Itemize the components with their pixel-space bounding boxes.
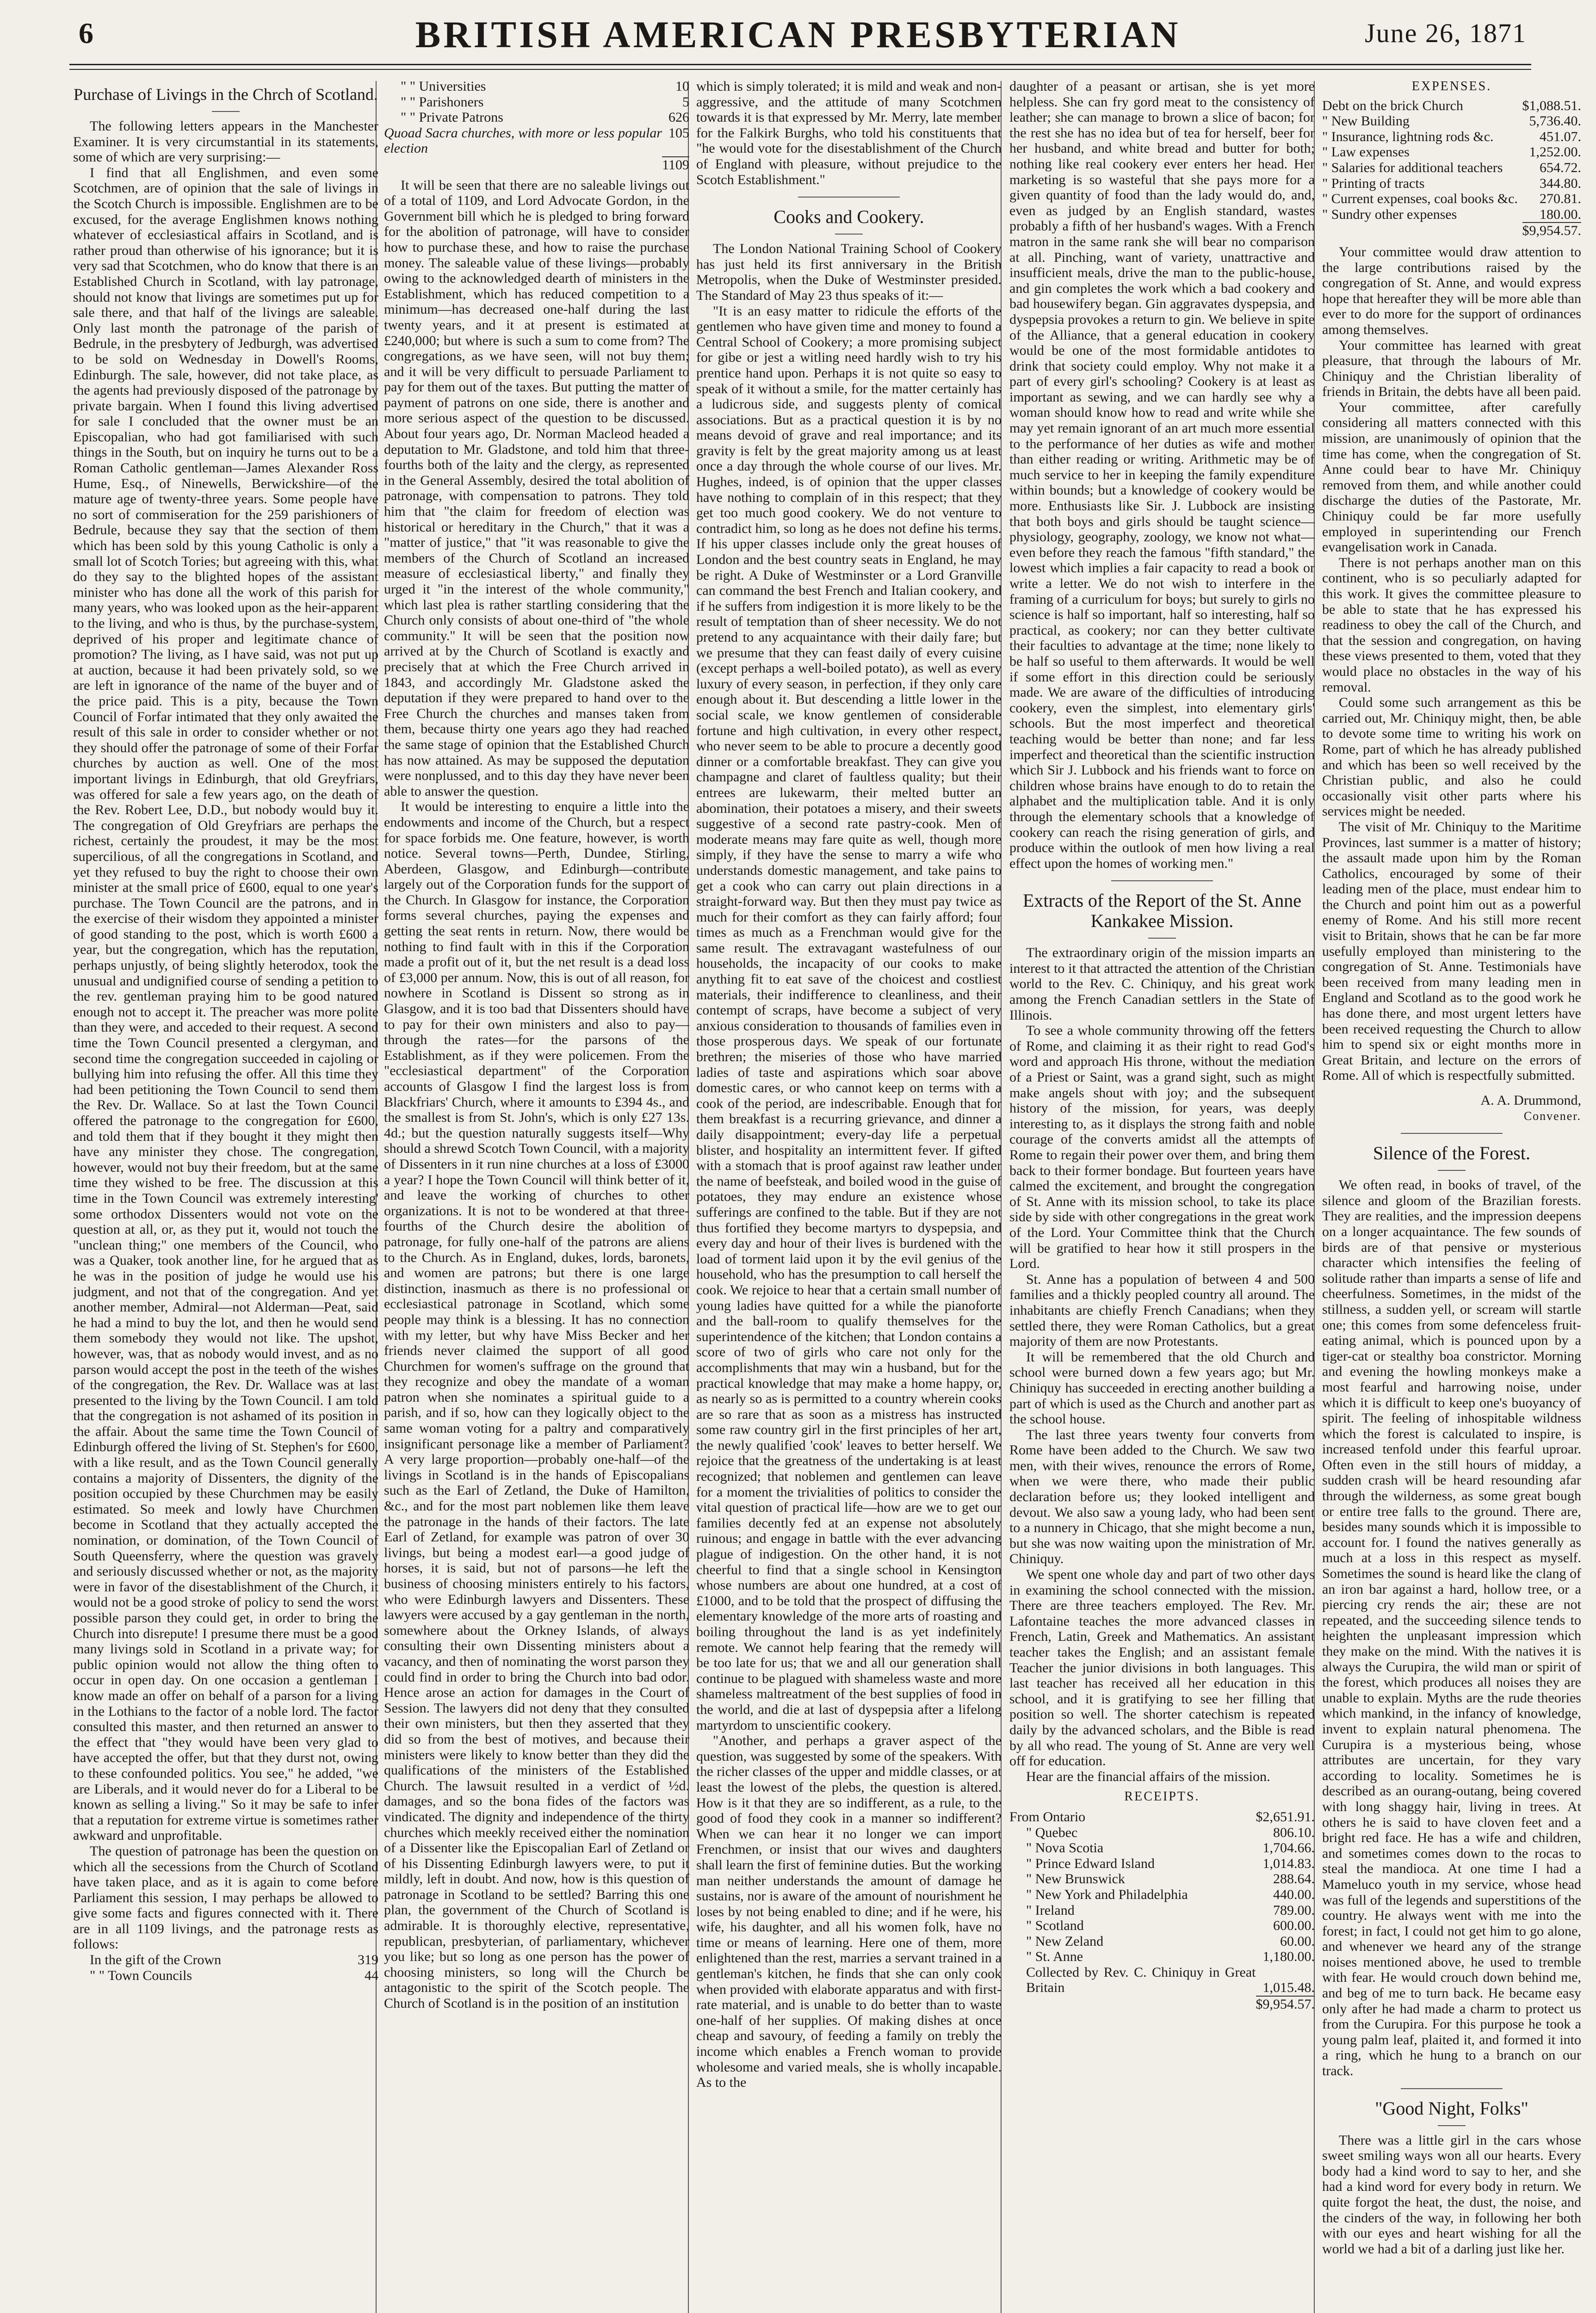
row-label: " Prince Edward Island — [1026, 1855, 1155, 1871]
patronage-table-continued — [384, 79, 689, 173]
table-row — [1009, 1856, 1315, 1872]
row-label: In the gift of the Crown — [90, 1952, 222, 1968]
article-paragraph: "Another, and perhaps a graver aspect of the question, was suggested by some of the speakers. With the richer classes of the upper and middle classes, or at least the lowest of the plebs, the question is altered. How is it that they are so indifferent, as a rule, to the good of food they cook in a manner so indifferent? When we can hear it no longer we can import Frenchmen, or insist that our wives and daughters shall learn the first of feminine duties. But the working man neither understands the amount of damage he sustains, nor is aware of the amount of nourishment he loses by not being enabled to dine; and if he were, his wife, his daughter, and all his women folk, have no time or means of learning. Here one of them, more enlightened than the rest, marries a servant trained in a gentleman's kitchen, he finds that she can only cook when provided with elaborate apparatus and with first-rate material, and is unable to do better than to waste one-half of her supplies. Of making dishes at once cheap and savoury, of feeding a family on trebly the income which enables a French woman to provide wholesome and varied meals, she is wholly incapable. As to the — [696, 1733, 1002, 2090]
table-total: 1109 — [662, 157, 689, 173]
section-rule — [1401, 2088, 1503, 2089]
row-label: " Quebec — [1026, 1824, 1078, 1840]
title-rule — [835, 234, 863, 235]
row-value: 180.00. — [1540, 206, 1581, 222]
column-3 — [696, 79, 1002, 2313]
row-label: " Nova Scotia — [1026, 1840, 1104, 1856]
table-row — [1009, 1965, 1315, 1996]
row-value: 60.00. — [1280, 1933, 1315, 1949]
section-rule — [1111, 880, 1213, 881]
row-label: Collected by Rev. C. Chiniquy in Great Britain — [1026, 1964, 1256, 1996]
table-row — [73, 1968, 378, 1984]
row-value: 105 — [668, 125, 689, 141]
article-title-good-night: "Good Night, Folks" — [1375, 2097, 1528, 2119]
article-paragraph: The London National Training School of Cookery has just held its first anniversary in the British Metropolis, when the Duke of Westminster presided. The Standard of May 23 thus speaks of it:— — [696, 241, 1002, 303]
article-paragraph: Your committee has learned with great pleasure, that through the labours of Mr. Chiniquy and the Christian liberality of friends in Britain, the debts have all been paid. — [1322, 337, 1581, 400]
row-value: 5,736.40. — [1529, 113, 1581, 129]
table-row — [1009, 1825, 1315, 1841]
row-label: " Scotland — [1026, 1918, 1084, 1934]
row-label: " Ireland — [1026, 1902, 1075, 1918]
table-row — [1009, 1809, 1315, 1825]
article-paragraph: I find that all Englishmen, and even some Scotchmen, are of opinion that the sale of livings in the Scotch Church is impossible. Englishmen are to be excused, for the average Englishmen knows nothing whatever of ecclesiastical affairs in Scotland, and is rather proud than otherwise of his ignorance; but it is very sad that Scotchmen, who do know that there is an Established Church in Scotland, with lay patronage, should not know that livings are sometimes put up for sale there, and that half of the livings are saleable. Only last month the patronage of the parish of Bedrule, in the presbytery of Jedburgh, was advertised to be sold on Wednesday in Dowell's Rooms, Edinburgh. The sale, however, did not take place, as the agents had previously disposed of the patronage by private bargain. When I found this living advertised for sale I concluded that the owner must be an Episcopalian, who had got familiarised with such things in the South, but on inquiry he turns out to be a Roman Catholic gentleman—James Alexander Ross Hume, Esq., of Ninewells, Berwickshire—of the mature age of twenty-three years. Some people have no sort of commiseration for the 259 parishioners of Bedrule, because they say that the section of them which has been sold by this young Catholic is only a small lot of Scotch Tories; but agreeing with this, what do they say to the blighted hopes of the assistant minister who has done all the work of this parish for many years, who was looked upon as the heir-apparent to the living, and who is thus, by the purchase-system, deprived of his proper and legitimate chance of promotion? The living, as I have said, was not put up at auction, because it had been privately sold, so we are left in ignorance of the name of the buyer and of the price paid. This is a pity, because the Town Council of Forfar intimated that they only awaited the result of this sale in order to consider whether or not they should offer the patronage of some of their Forfar churches by auction as well. One of the most important livings in Edinburgh, that old Greyfriars, was offered for sale a few years ago, on the death of the Rev. Robert Lee, D.D., but nobody would buy it. The congregation of Old Greyfriars are perhaps the richest, certainly the proudest, it may be the most supercilious, of all the congregations in Scotland, and yet they refused to buy the right to choose their own minister at the small price of £600, equal to one year's purchase. The Town Council are the patrons, and in the exercise of their wisdom they appointed a minister of good standing to the post, which is worth £600 a year, but the congregation, which has the reputation, perhaps unjustly, of being slightly heterodox, took the unusual and undignified course of sending a petition to the rev. gentleman praying him to be good natured enough not to accept it. The preacher was more polite than they were, and acceded to their request. A second time the Town Council presented a clergyman, and second time the congregation succeeded in cajoling or bullying him into refusing the offer. All this time they had been petitioning the Town Council to send them the Rev. Dr. Wallace. So at last the Town Council offered the patronage to the congregation for £600, and told them that if they bought it they might then have any minister they chose. The congregation, however, would not buy their freedom, but at the same time they wished to be free. The discussion at this time in the Town Council was extremely interesting' some orthodox Dissenters would not vote on the question at all, or, as they put it, would not touch the "unclean thing;" one members of the Council, who was a Quaker, took another line, for he argued that as he was in the position of judge he would use his judgment, and not that of the congregation. And yet another member, Admiral—not Alderman—Peat, said he had a mind to buy the lot, and then he would send them somebody they would not like. The upshot, however, was, that as nobody would invest, and as no parson would accept the post in the teeth of the wishes of the congregation, the Rev. Dr. Wallace was at last presented to the living by the Town Council. I am told that the congregation is not ashamed of its position in the affair. About the same time the Town Council of Edinburgh offered the living of St. Stephen's for £600, with a like result, and as the Town Council generally contains a majority of Dissenters, the dignity of the position occupied by these Churchmen may be easily estimated. So meek and lowly have Churchmen become in Scotland that they actually accepted the nomination, or domination, of the Town Council of South Queensferry, where the question was gravely and seriously discussed whether or not, as the majority were in favor of the disestablishment of the Church, it would not be a good stroke of policy to send the worst possible parson they could get, in order to bring the Church into disrepute! I presume there must be a good many livings sold in Scotland in a private way; for public opinion would not allow the thing often to occur in open day. On one occasion a gentleman I know made an offer on behalf of a parson for a living in the Lothians to the factor of a noble lord. The factor consulted this master, and then returned an answer to the effect that "they would have been very glad to have accepted the offer, but that they durst not, owing to these confounded politics. You see," he added, "we are Liberals, and it would never do for a Liberal to be known as selling a living." So it may be safe to infer that a reputation for extreme virtue is sometimes rather awkward and unprofitable. — [73, 165, 378, 1843]
row-value: 1,704.66. — [1262, 1840, 1315, 1856]
column-4 — [1009, 79, 1315, 2313]
table-row — [1322, 144, 1581, 160]
table-total-row — [1322, 222, 1581, 239]
row-value: 1,014.83. — [1262, 1855, 1315, 1871]
row-value: 270.81. — [1540, 191, 1581, 207]
article-paragraph: Hear are the financial affairs of the mission. — [1026, 1769, 1270, 1784]
article-title-forest: Silence of the Forest. — [1373, 1143, 1530, 1164]
article-paragraph: We spent one whole day and part of two other days in examining the school connected with the mission. There are three teachers employed. The Rev. Mr. Lafontaine teaches the more advanced classes in French, Latin, Greek and Mathematics. An assistant teacher takes the English; and an assistant female Teacher the junior divisions in both languages. This last teacher has received all her education in this school, and it is gratifying to see her filling that position so well. The shorter catechism is repeated daily by the advanced scholars, and the Bible is read by all who read. The young of St. Anne are very well off for education. — [1009, 1567, 1315, 1769]
expenses-table — [1322, 98, 1581, 239]
table-row — [384, 110, 689, 125]
signature-title: Convener. — [1523, 1109, 1581, 1123]
row-value: 319 — [358, 1952, 378, 1968]
row-value: 451.07. — [1540, 129, 1581, 144]
article-paragraph: The following letters appears in the Manchester Examiner. It is very circumstantial in its statements, some of which are very surprising:— — [73, 118, 378, 165]
row-label: " " Universities — [401, 79, 486, 94]
receipts-total: $9,954.57. — [1256, 1997, 1315, 2012]
page-number: 6 — [79, 17, 93, 49]
row-label: " St. Anne — [1026, 1949, 1083, 1965]
title-rule — [1438, 1170, 1466, 1171]
row-label: " New Brunswick — [1026, 1871, 1125, 1887]
column-5 — [1322, 79, 1581, 2313]
article-paragraph: The last three years twenty four converts from Rome have been added to the Church. We saw two men, with their wives, renounce the errors of Rome, when we were there, who made their public declaration before us; they looked intelligent and devout. We also saw a young lady, who had been sent to a nunnery in Chicago, that she might become a nun, but she was now waiting upon the ministration of Mr. Chiniquy. — [1009, 1427, 1315, 1567]
table-row — [1322, 113, 1581, 129]
row-value: 626 — [668, 110, 689, 125]
row-label: " Current expenses, coal books &c. — [1322, 191, 1518, 207]
column-1 — [73, 79, 378, 2313]
row-value: 1,252.00. — [1529, 144, 1581, 160]
table-row — [384, 94, 689, 110]
table-row — [1009, 1871, 1315, 1887]
row-value: $2,651.91. — [1256, 1809, 1315, 1824]
row-value: 806.10. — [1273, 1824, 1315, 1840]
masthead-rule — [69, 64, 1531, 70]
row-label: From Ontario — [1009, 1809, 1086, 1824]
row-value: 789.00. — [1273, 1902, 1315, 1918]
article-paragraph: The visit of Mr. Chiniquy to the Maritime Provinces, last summer is a matter of history; the assault made upon him by the Roman Catholics, encouraged by some of their leading men of the place, must endear him to the Church and point him out as a powerful enemy of Rome. And his still more recent visit to Britain, shows that he can be far more usefully employed than ministering to the congregation of St. Anne. Testimonials have been received from many leading men in England and Scotland as to the good work he has done there, and most urgent letters have been received requesting the Church to allow him to spend six or eight months more in Great Britain, and lecture on the errors of Rome. All of which is respectfully submitted. — [1322, 819, 1581, 1083]
article-title-cookery: Cooks and Cookery. — [773, 206, 924, 228]
article-paragraph: There is not perhaps another man on this continent, who is so peculiarly adapted for this work. It gives the committee pleasure to be able to state that he has expressed his readiness to obey the call of the Church, and that the session and congregation, on having these views presented to them, voted that they would place no obstacles in the way of his removal. — [1322, 555, 1581, 695]
table-row — [1009, 1918, 1315, 1934]
table-row — [1009, 1934, 1315, 1949]
article-paragraph: To see a whole community throwing off the fetters of Rome, and claiming it as their right to read God's word and approach His throne, without the mediation of a Priest or Saint, was a grand sight, such as might make angels shout with joy; and the subsequent history of the mission, for years, was deeply interesting to, as it displays the strong faith and noble courage of the converts amidst all the attempts of Rome to regain their power over them, and bring them back to their former bondage. But fourteen years have calmed the excitement, and brought the congregation of St. Anne with its mission school, to take its place side by side with other congregations in the great work of the Lord. Your Committee think that the Church will be gratified to hear how it still prospers in the Lord. — [1009, 1023, 1315, 1272]
row-label: Quoad Sacra churches, with more or less popular election — [384, 125, 662, 156]
article-paragraph: daughter of a peasant or artisan, she is yet more helpless. She can fry gord meat to the consistency of leather; she can manage to brown a slice of bacon; for the rest she has no idea but of tea for herself, beer for her husband, and white bread and butter for both; nothing like real cookery ever enters her head. Her marketing is so wasteful that she pays more for a given quantity of food than the lady would do, and, even as judged by an English standard, wastes probably a fifth of her husband's wages. With a French matron in the same rank she will bear no comparison at all. Pinching, want of variety, unattractive and insufficient meals, drive the man to the public-house, and gin completes the work which a bad cookery and bad housewifery began. Gin aggravates dyspepsia, and dyspepsia provokes a return to gin. We believe in spite of the Alliance, that a general education in cookery would be one of the most formidable antidotes to drink that society could employ. Why not make it a part of every girl's schooling? Cookery is at least as important as sewing, and we can hardly see why a woman should know how to read and write while she may yet remain ignorant of an art much more essential to the performance of her duties as wife and mother than either reading or writing. Arithmetic may be of much service to her in keeping the family expenditure within bounds; but a knowledge of cookery would be more. Enthusiasts like Sir. J. Lubbock are insisting that both boys and girls should be taught science—physiology, geography, zoology, we know not what—even before they reach the famous "fifth standard," the lowest which implies a fair capacity to read a book or write a letter. We do not wish to interfere in the framing of a curriculum for boys; but surely to girls no science is half so important, half so interesting, half so practical, as cookery; nor can they better cultivate their faculties to advantage at the time; none likely to be half so useful to them afterwards. It would be well if some effort in this direction could be seriously made. We are aware of the difficulties of introducing cookery, even the simplest, into elementary girls' schools. But the most imperfect and theoretical teaching would be better than none; and far less imperfect and theoretical than the scientific instruction which Sir J. Lubbock and his friends want to force on children whose brains have enough to do to retain the alphabet and the multiplication table. And it is only through the elementary schools that a knowledge of cookery can reach the rising generation of girls, and produce within the outlook of men how living a real effect upon the homes of working men." — [1009, 79, 1315, 871]
row-value: 44 — [365, 1967, 378, 1983]
table-row — [384, 79, 689, 94]
section-rule — [1401, 1133, 1503, 1134]
row-value: 10 — [675, 79, 689, 94]
row-value: 1,015.48. — [1262, 1980, 1315, 1996]
table-row — [1009, 1903, 1315, 1918]
column-2 — [384, 79, 689, 2313]
article-paragraph: We often read, in books of travel, of the silence and gloom of the Brazilian forests. They are realities, and the impression deepens on a longer acquaintance. The few sounds of birds are of that pensive or mysterious character which intensifies the feeling of solitude rather than imparts a sense of life and cheerfulness. Sometimes, in the midst of the stillness, a sudden yell, or scream will startle one; this comes from some defenceless fruit-eating animal, which is pounced upon by a tiger-cat or stealthy boa constrictor. Morning and evening the howling monkeys make a most fearful and harrowing noise, under which it is difficult to keep one's buoyancy of spirit. The feeling of inhospitable wildness which the forest is calculated to inspire, is increased tenfold under this fearful uproar. Often even in the still hours of midday, a sudden crash will be heard resounding afar through the wilderness, as some great bough or entire tree falls to the ground. There are, besides many sounds which it is impossible to account for. I found the natives generally as much at a loss in this respect as myself. Sometimes the sound is heard like the clang of an iron bar against a hard, hollow tree, or a piercing cry rends the air; these are not repeated, and the succeeding silence tends to heighten the unpleasant impression which they make on the mind. With the natives it is always the Curupira, the wild man or spirit of the forest, which produces all noises they are unable to explain. Myths are the rude theories which mankind, in the infancy of knowledge, invent to explain natural phenomena. The Curupira is a mysterious being, whose attributes are uncertain, for they vary according to locality. Sometimes he is described as an ourang-outang, being covered with long shaggy hair, living in trees. At others he is said to have cloven feet and a bright red face. He has a wife and children, and sometimes comes down to the rocas to steal the mandioca. At one time I had a Mameluco youth in my service, whose head was full of the legends and superstitions of the country. He always went with me into the forest; in fact, I could not get him to go alone, and whenever we heard any of the strange noises mentioned above, he used to tremble with fear. He would crouch down behind me, and beg of me to turn back. He became easy only after he had made a charm to protect us from the Curupira. For this purpose he took a young palm leaf, plaited it, and formed it into a ring, which he hung to a branch on our track. — [1322, 1177, 1581, 2079]
patronage-table — [73, 1952, 378, 1983]
row-value: 1,180.00. — [1262, 1949, 1315, 1965]
row-label: " Insurance, lightning rods &c. — [1322, 129, 1494, 144]
article-paragraph: It will be remembered that the old Church and school were burned down a few years ago; but Mr. Chiniquy has succeeded in erecting another building a part of which is used as the Church and another part as the school house. — [1009, 1349, 1315, 1427]
table-row — [1322, 207, 1581, 223]
table-row — [384, 125, 689, 156]
row-value: 344.80. — [1540, 175, 1581, 191]
title-rule — [1438, 2125, 1466, 2126]
title-rule — [1148, 938, 1176, 939]
row-value: $1,088.51. — [1522, 98, 1581, 113]
row-label: " New York and Philadelphia — [1026, 1886, 1188, 1902]
article-paragraph: Could some such arrangement as this be carried out, Mr. Chiniquy might, then, be able to devote some time to writing his work on Rome, part of which he has already published and which has been so well received by the Christian public, and also he could occasionally visit other parts where his services might be needed. — [1322, 695, 1581, 819]
row-value: 600.00. — [1273, 1918, 1315, 1934]
article-paragraph: The question of patronage has been the question on which all the secessions from the Church of Scotland have taken place, and as it is again to come before Parliament this session, I may perhaps be allowed to give some facts and figures connected with it. There are in all 1109 livings, and the patronage rests as follows: — [73, 1843, 378, 1952]
article-paragraph: St. Anne has a population of between 4 and 500 families and a thickly peopled country all around. The inhabitants are chiefly French Canadians; when they settled there, they were Roman Catholics, but a great majority of them are now Protestants. — [1009, 1271, 1315, 1349]
receipts-heading: RECEIPTS. — [1124, 1789, 1200, 1804]
article-title-patronage: Purchase of Livings in the Chrch of Scotland. — [74, 85, 378, 104]
article-paragraph: It will be seen that there are no saleable livings out of a total of 1109, and Lord Advocate Gordon, in the Government bill which he is pledged to bring forward for the abolition of patronage, will have to consider how to purchase these, and how to raise the purchase money. The saleable value of these livings—probably owing to the acknowledged dearth of ministers in the Establishment, which has reduced competition to a minimum—has decreased one-half during the last twenty years, and it at present is estimated at £240,000; but where is such a sum to come from? The congregations, as we have seen, will not buy them; and it will be very difficult to persuade Parliament to pay for them out of the taxes. But putting the matter of payment of patrons on one side, there is another and more serious aspect of the question to be discussed. About four years ago, Dr. Norman Macleod headed a deputation to Mr. Gladstone, and told him that three-fourths both of the laity and the clergy, as represented in the General Assembly, desired the total abolition of patronage, with compensation to patrons. They told him that "the claim for freedom of election was historical or hereditary in the Church," that it was a "matter of justice," that "it was reasonable to give the members of the Church of Scotland an increased measure of ecclesiastical liberty," and finally they urged it "in the interest of the whole community," which last plea is rather startling considering that the Church only consists of about one-third of "the whole community." It will be seen that the position now arrived at by the Church of Scotland is exactly and precisely that at which the Free Church arrived in 1843, and accordingly Mr. Gladstone asked the deputation if they were prepared to hand over to the Free Church the churches and manses taken from them, because thirty one years ago they had reached the same stage of opinion that the Established Church has now attained. As may be supposed the deputation were nonplussed, and to this day they have never been able to answer the question. — [384, 177, 689, 799]
row-label: " New Building — [1322, 113, 1410, 129]
masthead — [0, 0, 1596, 69]
row-label: " Sundry other expenses — [1322, 206, 1457, 222]
article-paragraph: There was a little girl in the cars whose sweet smiling ways won all our hearts. Every body had a kind word to say to her, and she had a kind word for every body in return. We quite forgot the heat, the dust, the noise, and the cinders of the way, in following her both with our eyes and heart wishing for all the world we had a bit of a darling just like her. — [1322, 2132, 1581, 2257]
article-paragraph: The extraordinary origin of the mission imparts an interest to it that attracted the attention of the Christian world to the Rev. C. Chiniquy, and his great work among the French Canadian settlers in the State of Illinois. — [1009, 945, 1315, 1023]
row-label: " Printing of tracts — [1322, 175, 1425, 191]
newspaper-title: BRITISH AMERICAN PRESBYTERIAN — [415, 13, 1181, 56]
receipts-table — [1009, 1809, 1315, 2012]
signature-name: A. A. Drummond, — [1480, 1093, 1581, 1108]
table-row — [1322, 191, 1581, 207]
table-row — [1322, 129, 1581, 145]
article-title-mission: Extracts of the Report of the St. Anne Kankakee Mission. — [1022, 890, 1302, 932]
table-row — [1322, 98, 1581, 114]
row-label: " Law expenses — [1322, 144, 1410, 160]
article-paragraph: "It is an easy matter to ridicule the efforts of the gentlemen who have given time and money to found a Central School of Cookery; a more promising subject for gibe or jest a witling need hardly wish to try his prentice hand upon. Perhaps it is not quite so easy to speak of it without a smile, for the matter certainly has a ludicrous side, and suggests plenty of comical associations. But as a practical question it is by no means devoid of grave and real importance; and its gravity is felt by the great majority among us at least once a day through the whole course of our lives. Mr. Hughes, indeed, is of opinion that the upper classes have nothing to complain of in this respect; that they get too much good cookery. We do not venture to contradict him, so long as he does not define his terms. If his upper classes include only the great houses of London and the best country seats in England, he may be right. A Duke of Westminster or a Lord Granville can command the best French and Italian cookery, and if he suffers from indigestion it is more likely to be the result of temptation than of sheer necessity. We do not pretend to any acquaintance with their daily fare; but we presume that they can feast daily of every cuisine (except perhaps a well-boiled potato), as well as every luxury of every season, in perfection, if they only care enough about it. But descending a little lower in the social scale, we know gentlemen of considerable fortune and high cultivation, in every other respect, who never seem to be able to procure a decently good dinner or a comfortable breakfast. They can give you champagne and claret of faultless quality; but their entrees are lukewarm, their melted butter an abomination, their potatoes a misery, and their sweets suggestive of a second rate pastry-cook. Men of moderate means may fare quite as well, though more simply, if they have the sense to marry a wife who understands domestic management, and take pains to get a cook who can carry out plain directions in a straight-forward way. But then they must pay twice as much for their comfort as they can fairly afford; four times as much as a Frenchman would give for the same result. The extravagant wastefulness of our households, the incapacity of our cooks to make anything fit to eat save of the choicest and costliest materials, their indifference to cleanliness, and their contempt of scraps, have become a subject of very anxious consideration to thousands of families even in those prosperous days. We speak of our fortunate brethren; the miseries of those who have married ladies of taste and aspirations which soar above domestic cares, or who cannot keep on terms with a cook of the period, are indescribable. Enough that for them breakfast is a recurring grievance, and dinner a daily disappointment; every-day life a perpetual blister, and hospitality an intermittent fever. If gifted with a stomach that is proof against raw leather under the name of beefsteak, and boiled wood in the guise of potatoes, they may endure an existence whose sufferings are confined to the table. But if they are not thus fortified they become martyrs to dyspepsia, and every day and hour of their lives is burdened with the load of torment laid upon it by the evil genius of the household, who has the presumption to call herself the cook. We rejoice to hear that a certain small number of young ladies have quitted for a while the pianoforte and the ball-room to qualify themselves for the superintendence of the kitchen; that London contains a score of two of girls who care not only for the accomplishments that may win a husband, but for the practical knowledge that may make a home happy, or, as nearly so as is permitted to a country wherein cooks are so rare that as soon as a mistress has instructed some raw country girl in the first principles of her art, the newly qualified 'cook' leaves to better herself. We rejoice that the greatness of the undertaking is at least recognized; that noblemen and gentlemen can leave for a moment the trivialities of politics to consider the vital question of practical life—how are we to get our families decently fed at an expense not absolutely ruinous; and engage in battle with the ever advancing plague of indigestion. On the other hand, it is not cheerful to find that a single school in Kensington whose numbers are about one hundred, at a cost of £1000, and to be told that the prospect of diffusing the elementary knowledge of the more arts of roasting and boiling throughout the land is as yet indefinitely remote. We cannot help fearing that the remedy will be too late for us; that we and all our generation shall continue to be plagued with shameless waste and more shameless maltreatment of the best supplies of food in the world, and die at last of dyspepsia after a lifelong martyrdom to unscientific cookery. — [696, 303, 1002, 1733]
table-total-row — [384, 156, 689, 173]
table-row — [1322, 160, 1581, 176]
row-label: " Salaries for additional teachers — [1322, 160, 1503, 175]
issue-date: June 26, 1871 — [1365, 18, 1527, 48]
table-row — [1322, 176, 1581, 192]
table-total-row — [1009, 1996, 1315, 2012]
title-rule — [212, 111, 240, 112]
section-rule — [798, 197, 900, 198]
row-value: 440.00. — [1273, 1886, 1315, 1902]
row-value: 654.72. — [1540, 160, 1581, 175]
expenses-total: $9,954.57. — [1522, 223, 1581, 239]
table-row — [73, 1952, 378, 1968]
row-label: " " Private Patrons — [401, 110, 503, 125]
article-paragraph: Your committee, after carefully considering all matters connected with this mission, are unanimously of opinion that the time has come, when the congregation of St. Anne could bear to have Mr. Chiniquy removed from them, and while another could discharge the duties of the Pastorate, Mr. Chiniquy could be far more usefully employed in superintending our French evangelisation work in Canada. — [1322, 399, 1581, 555]
article-paragraph: It would be interesting to enquire a little into the endowments and income of the Church, but a respect for space forbids me. One feature, however, is worth notice. Several towns—Perth, Dundee, Stirling, Aberdeen, Glasgow, and Edinburgh—contribute largely out of the Corporation funds for the support of the Church. In Glasgow for instance, the Corporation forms several churches, paying the expenses and getting the seat rents in return. Now, there would be nothing to find fault with in this if the Corporation made a profit out of it, but the net result is a dead loss of £3,000 per annum. Now, this is out of all reason, for nowhere in Scotland is Dissent so strong as in Glasgow, and it is too bad that Dissenters should have to pay for their own ministers and also to pay—through the rates—for the parsons of the Establishment, as if they were policemen. From the "ecclesiastical department" of the Corporation accounts of Glasgow I find the largest loss is from Blackfriars' Church, where it amounts to £394 4s., and the smallest is from St. John's, which is only £27 13s. 4d.; but the question naturally suggests itself—Why should a shrewd Scotch Town Council, with a majority of Dissenters in it run nine churches at a loss of £3000 a year? I hope the Town Council will think better of it, and leave the working of churches to other organizations. It is not to be wondered at that three-fourths of the Church desire the abolition of patronage, for fully one-half of the patrons are aliens to the Church. As in England, dukes, lords, baronets, and women are patrons; but there is one large distinction, inasmuch as there is no professional or ecclesiastical patronage in Scotland, which some people may think is a blessing. It has no connection with my letter, but why have Miss Becker and her friends never claimed the support of all good Churchmen for women's suffrage on the ground that they recognize and obey the mandate of a woman patron when she nominates a spiritual guide to a parish, and if so, how can they logically object to the same woman voting for a paltry and comparatively insignificant personage like a member of Parliament? A very large proportion—probably one-half—of the livings in Scotland is in the hands of Episcopalians such as the Earl of Zetland, the Duke of Hamilton, &c., and for the most part noblemen like them leave the patronage in the hands of their factors. The late Earl of Zetland, for example was patron of over 30 livings, but being a modest earl—a good judge of horses, it is said, but not of parsons—he left the business of choosing ministers entirely to his factors, who were Edinburgh lawyers and Dissenters. These lawyers were accused by a gay gentleman in the north, somewhere about the Orkney Islands, of always consulting their own Dissenting ministers about a vacancy, and then of nominating the worst parson they could find in order to bring the Church into bad odor. Hence arose an action for damages in the Court of Session. The lawyers did not deny that they consulted their own ministers, but then they asserted that they did so from the best of motives, and because their ministers were likely to know better than they did the qualifications of the ministers of the Established Church. The lawsuit resulted in a verdict of ½d. damages, and so the bona fides of the factors was vindicated. The dignity and independence of the thirty churches which meekly received either the nomination of a Dissenter like the Episcopalian Earl of Zetland or of his Dissenting Edinburgh lawyers were, to put it mildly, left in doubt. And now, how is this question of patronage in Scotland to be settled? Barring this one plan, the government of the Church of Scotland is admirable. It is thoroughly elective, representative, republican, presbyterian, of parliamentary, whichever you like; but so long as one person has the power of choosing ministers, so long will the Church be antagonistic to the spirit of the Scotch people. The Church of Scotland is in the position of an institution — [384, 799, 689, 2011]
row-value: 5 — [682, 94, 689, 110]
row-label: " " Parishoners — [401, 94, 484, 110]
row-label: " New Zeland — [1026, 1933, 1104, 1949]
expenses-heading: EXPENSES. — [1411, 79, 1492, 93]
table-row — [1009, 1840, 1315, 1856]
article-paragraph: which is simply tolerated; it is mild and weak and non-aggressive, and the attitude of many Scotchmen towards it is that expressed by Mr. Merry, late member for the Falkirk Burghs, who told his constituents that "he would vote for the disestablishment of the Church of England with pleasure, without prejudice to the Scotch Establishment." — [696, 79, 1002, 187]
row-label: " " Town Councils — [90, 1967, 192, 1983]
row-label: Debt on the brick Church — [1322, 98, 1463, 113]
table-row — [1009, 1949, 1315, 1965]
table-row — [1009, 1887, 1315, 1903]
article-paragraph: Your committee would draw attention to the large contributions raised by the congregation of St. Anne, and would express hope that hereafter they will be more able than ever to do more for the support of ordinances among themselves. — [1322, 244, 1581, 337]
row-value: 288.64. — [1273, 1871, 1315, 1887]
